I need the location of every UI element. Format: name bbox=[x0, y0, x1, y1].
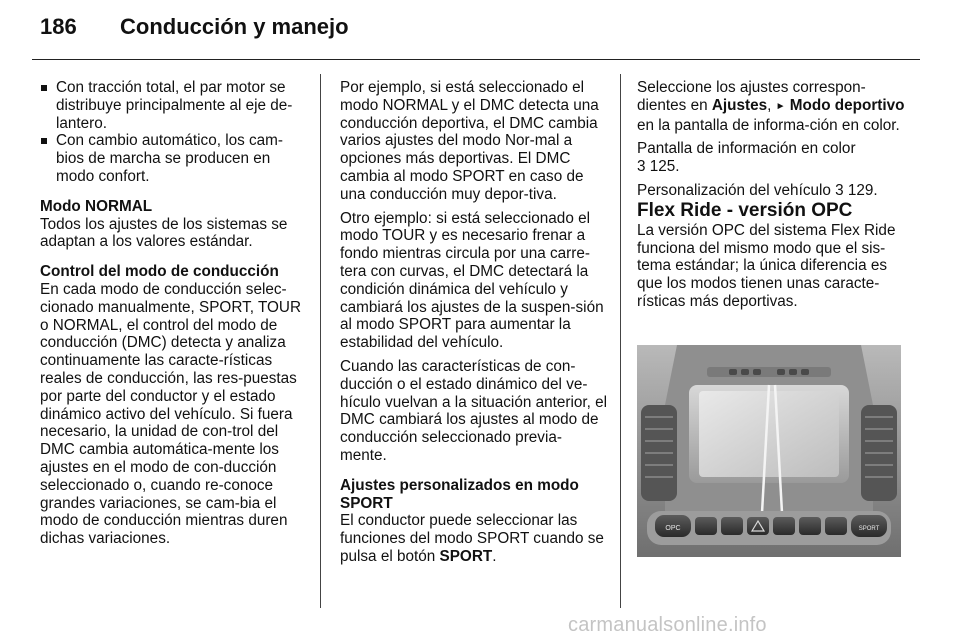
drive-control-heading: Control del modo de conducción bbox=[40, 263, 279, 281]
paragraph: Otro ejemplo: si está seleccionado el modo TOUR y es necesario frenar a fondo mientras circula por una carre-tera con curvas, el DMC detectará la condición dinámica del vehículo y cambiará los ajustes de la suspen-sión al modo SPORT para aumentar la estabilidad del vehículo. bbox=[340, 209, 604, 352]
bullet-text: Con tracción total, el par motor se distribuye principalmente al eje de-lantero. bbox=[56, 79, 293, 132]
normal-mode-text: Todos los ajustes de los sistemas se adaptan a los valores estándar. bbox=[40, 215, 288, 251]
text-run: Pantalla de información en color bbox=[637, 140, 856, 158]
paragraph: Por ejemplo, si está seleccionado el modo NORMAL y el DMC detecta una conducción deportiva, el DMC cambia varios ajustes del modo Nor-mal a opciones más deportivas. El DMC cambia al modo SPORT en caso de una conducción muy depor-tiva. bbox=[340, 79, 599, 203]
bullet-item bbox=[40, 132, 308, 185]
menu-ajustes: Ajustes bbox=[711, 96, 768, 114]
console-illustration bbox=[637, 345, 901, 557]
console-photo bbox=[637, 345, 901, 557]
drive-control-text: En cada modo de conducción selec-cionado manualmente, SPORT, TOUR o NORMAL, el control del modo de conducción (DMC) detecta y analiza continuamente las caracte-rísticas reales de conducción, las res-puestas por parte del conductor y el estado dinámico activo del vehículo. Si fuera necesario, la unidad de con-trol del DMC cambia automática-mente los ajustes en el modo de con-ducción seleccionado o, cuando re-conoce grandes variaciones, se cam-bia el modo de conducción mientras duren dichas variaciones. bbox=[40, 280, 302, 548]
column-3 bbox=[637, 79, 907, 311]
text-run: Personalización del vehículo bbox=[637, 181, 831, 199]
text-run: en la pantalla de informa-ción en color. bbox=[637, 116, 900, 134]
normal-mode-heading: Modo NORMAL bbox=[40, 197, 153, 215]
bullet-icon bbox=[41, 85, 47, 91]
column-divider bbox=[320, 74, 321, 608]
paragraph bbox=[637, 79, 907, 134]
opc-button-label: OPC bbox=[665, 525, 681, 532]
bullet-icon bbox=[41, 138, 47, 144]
page-number: 186 bbox=[40, 14, 77, 39]
page-title: Conducción y manejo bbox=[120, 14, 349, 39]
bullet-item bbox=[40, 79, 308, 132]
menu-modo-deportivo: Modo deportivo bbox=[789, 96, 905, 114]
flex-ride-text: La versión OPC del sistema Flex Ride funciona del mismo modo que el sis-tema estándar; la única diferencia es que los modos tienen unas caracte-rísticas más deportivas. bbox=[637, 221, 896, 310]
paragraph: Cuando las características de con-ducción o el estado dinámico del ve-hículo vuelvan a la situación anterior, el DMC cambiará los ajustes al modo de conducción seleccionado previa-mente. bbox=[340, 357, 608, 464]
page-reference: 129. bbox=[847, 181, 878, 199]
sport-button-label: SPORT bbox=[439, 547, 493, 565]
sport-settings-heading: Ajustes personalizados en modo SPORT bbox=[340, 476, 579, 512]
bullet-text: Con cambio automático, los cam-bios de marcha se producen en modo confort. bbox=[56, 132, 283, 185]
arrow-right-icon: ► bbox=[775, 100, 786, 112]
page-reference-icon: 3 bbox=[637, 158, 646, 176]
column-1 bbox=[40, 79, 308, 548]
watermark: carmanualsonline.info bbox=[568, 614, 767, 636]
page-reference: 125. bbox=[649, 158, 680, 176]
text-run: Seleccione los ajustes correspon-dientes en bbox=[637, 79, 866, 114]
sport-settings-text bbox=[340, 512, 608, 565]
page-reference-icon: 3 bbox=[835, 181, 844, 199]
flex-ride-heading: Flex Ride - versión OPC bbox=[637, 199, 853, 221]
sport-text: El conductor puede seleccionar las funciones del modo SPORT cuando se pulsa el botón bbox=[340, 512, 604, 565]
paragraph bbox=[637, 140, 907, 176]
header-rule bbox=[32, 59, 920, 60]
column-2 bbox=[340, 79, 608, 566]
paragraph bbox=[637, 182, 907, 200]
separator: , bbox=[767, 96, 772, 114]
column-divider bbox=[620, 74, 621, 608]
sport-button-label: SPORT bbox=[858, 526, 880, 532]
sentence-end: . bbox=[492, 547, 497, 565]
